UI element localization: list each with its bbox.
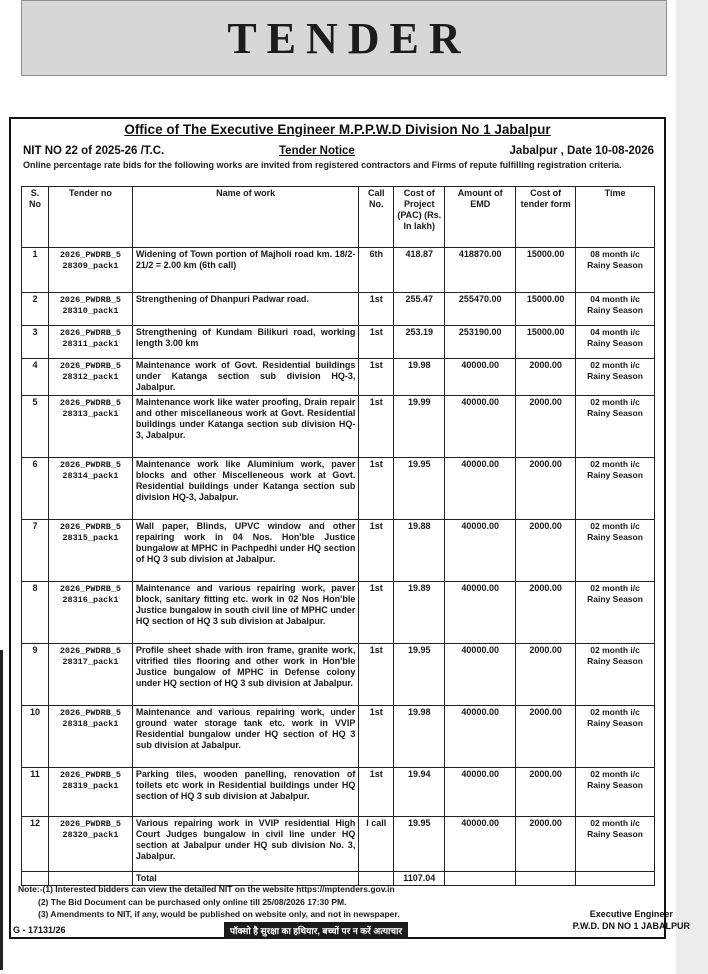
total-value: 1107.04 [394, 872, 445, 886]
row-tender-no: 2026_PWDRB_5 28312_pack1 [48, 359, 132, 396]
tender-notice-label: Tender Notice [279, 145, 355, 157]
office-title: Office of The Executive Engineer M.P.P.W.D Division No 1 Jabalpur [124, 122, 551, 137]
row-call-no: 1st [359, 768, 394, 817]
row-cost: 19.99 [394, 396, 445, 458]
nit-row [23, 145, 654, 161]
table-row [22, 817, 655, 872]
row-name-of-work: Maintenance and various repairing work, paver block, sanitary fitting etc. work in 02 Nos Hon'ble Justice bungalow in south civil line of MPHC under HQ section of HQ 3 sub division at Jabalpur. [132, 582, 358, 644]
row-emd: 418870.00 [445, 248, 516, 293]
row-tender-form-cost: 2000.00 [516, 706, 576, 768]
row-name-of-work: Various repairing work in VVIP residential High Court Judges bungalow in civil line under HQ section at Jabalpur under HQ sub division No. 3, Jabalpur. [132, 817, 358, 872]
row-call-no: 1st [359, 706, 394, 768]
row-name-of-work: Maintenance work like Aluminium work, paver blocks and other Miscelleneous work at Govt. Residential buildings under Katanga section sub division HQ-3, Jabalpur. [132, 458, 358, 520]
row-tender-no: 2026_PWDRB_5 28317_pack1 [48, 644, 132, 706]
note-3: (3) Amendments to NIT, if any, would be published on website only, and not in newspaper. [38, 909, 400, 919]
table-row [22, 248, 655, 293]
nit-number: NIT NO 22 of 2025-26 /T.C. [23, 145, 165, 157]
table-row [22, 520, 655, 582]
row-cost: 253.19 [394, 326, 445, 359]
slogan-banner: पॉक्सो है सुरक्षा का हथियार, बच्चों पर न करें अत्याचार [224, 922, 408, 939]
row-time: 02 month i/c Rainy Season [576, 458, 655, 520]
row-cost: 19.94 [394, 768, 445, 817]
row-cost: 19.88 [394, 520, 445, 582]
row-cost: 19.98 [394, 359, 445, 396]
row-emd: 40000.00 [445, 768, 516, 817]
table-row [22, 582, 655, 644]
row-time: 02 month i/c Rainy Season [576, 396, 655, 458]
row-sno: 3 [22, 326, 49, 359]
row-call-no: 1st [359, 582, 394, 644]
notes-section [18, 883, 400, 921]
row-tender-no: 2026_PWDRB_5 28320_pack1 [48, 817, 132, 872]
row-name-of-work: Strengthening of Dhanpuri Padwar road. [132, 293, 358, 326]
row-emd: 255470.00 [445, 293, 516, 326]
table-row [22, 458, 655, 520]
col-header-sno: S. No [22, 187, 49, 248]
row-time: 04 month i/c Rainy Season [576, 326, 655, 359]
row-sno: 6 [22, 458, 49, 520]
row-sno: 10 [22, 706, 49, 768]
row-call-no: 1st [359, 644, 394, 706]
row-tender-form-cost: 2000.00 [516, 396, 576, 458]
row-time: 04 month i/c Rainy Season [576, 293, 655, 326]
row-cost: 19.98 [394, 706, 445, 768]
intro-text: Online percentage rate bids for the following works are invited from registered contractors and Firms of repute fulfilling registration criteria. [23, 160, 622, 170]
page-left-edge [0, 650, 3, 970]
row-tender-no: 2026_PWDRB_5 28316_pack1 [48, 582, 132, 644]
row-call-no: 1st [359, 326, 394, 359]
row-tender-form-cost: 2000.00 [516, 520, 576, 582]
row-name-of-work: Strengthening of Kundam Bilikuri road, working length 3.00 km [132, 326, 358, 359]
row-cost: 19.95 [394, 817, 445, 872]
place-date: Jabalpur , Date 10-08-2026 [509, 145, 654, 157]
row-call-no: 1st [359, 458, 394, 520]
row-time: 02 month i/c Rainy Season [576, 582, 655, 644]
row-tender-form-cost: 15000.00 [516, 293, 576, 326]
row-tender-form-cost: 15000.00 [516, 326, 576, 359]
row-tender-form-cost: 2000.00 [516, 768, 576, 817]
col-header-time: Time [576, 187, 655, 248]
signatory-office: P.W.D. DN NO 1 JABALPUR [572, 921, 690, 931]
col-header-emd: Amount of EMD [445, 187, 516, 248]
table-row [22, 644, 655, 706]
row-call-no: 1st [359, 520, 394, 582]
col-header-name-of-work: Name of work [132, 187, 358, 248]
row-sno: 11 [22, 768, 49, 817]
col-header-cost-of-project: Cost of Project (PAC) (Rs. In lakh) [394, 187, 445, 248]
note-1: Note:-(1) Interested bidders can view the detailed NIT on the website https://mptenders.gov.in [18, 884, 395, 894]
table-row [22, 706, 655, 768]
row-emd: 40000.00 [445, 706, 516, 768]
row-cost: 19.95 [394, 644, 445, 706]
signatory-title: Executive Engineer [589, 909, 673, 919]
row-call-no: 6th [359, 248, 394, 293]
tender-table [21, 186, 655, 886]
row-name-of-work: Maintenance work like water proofing, Drain repair and other miscellaneous work at Govt. Residential buildings under Katanga section sub division HQ-3, Jabalpur. [132, 396, 358, 458]
row-emd: 40000.00 [445, 458, 516, 520]
row-tender-form-cost: 15000.00 [516, 248, 576, 293]
table-row [22, 326, 655, 359]
row-tender-no: 2026_PWDRB_5 28315_pack1 [48, 520, 132, 582]
row-sno: 8 [22, 582, 49, 644]
tender-heading: TENDER [227, 13, 471, 63]
row-tender-no: 2026_PWDRB_5 28309_pack1 [48, 248, 132, 293]
row-emd: 40000.00 [445, 644, 516, 706]
row-sno: 4 [22, 359, 49, 396]
row-cost: 19.89 [394, 582, 445, 644]
row-emd: 253190.00 [445, 326, 516, 359]
row-sno: 12 [22, 817, 49, 872]
row-name-of-work: Maintenance and various repairing work, under ground water storage tank etc. work in VVIP Residential bungalow under HQ section of HQ 3 sub division at Jabalpur. [132, 706, 358, 768]
row-name-of-work: Parking tiles, wooden panelling, renovation of toilets etc work in Residential buildings under HQ section of HQ 3 sub division at Jabalpur. [132, 768, 358, 817]
row-call-no: I call [359, 817, 394, 872]
row-time: 08 month i/c Rainy Season [576, 248, 655, 293]
row-time: 02 month i/c Rainy Season [576, 644, 655, 706]
row-tender-form-cost: 2000.00 [516, 359, 576, 396]
tender-notice-box [9, 117, 666, 939]
row-call-no: 1st [359, 293, 394, 326]
row-call-no: 1st [359, 396, 394, 458]
signatory-block [573, 908, 690, 932]
row-sno: 9 [22, 644, 49, 706]
row-cost: 19.95 [394, 458, 445, 520]
note-2: (2) The Bid Document can be purchased only online till 25/08/2026 17:30 PM. [38, 896, 347, 907]
row-tender-no: 2026_PWDRB_5 28311_pack1 [48, 326, 132, 359]
row-time: 02 month i/c Rainy Season [576, 817, 655, 872]
row-time: 02 month i/c Rainy Season [576, 706, 655, 768]
row-emd: 40000.00 [445, 359, 516, 396]
row-cost: 418.87 [394, 248, 445, 293]
row-sno: 7 [22, 520, 49, 582]
col-header-call-no: Call No. [359, 187, 394, 248]
row-emd: 40000.00 [445, 582, 516, 644]
row-tender-form-cost: 2000.00 [516, 458, 576, 520]
row-tender-no: 2026_PWDRB_5 28319_pack1 [48, 768, 132, 817]
row-time: 02 month i/c Rainy Season [576, 359, 655, 396]
row-cost: 255.47 [394, 293, 445, 326]
table-row [22, 359, 655, 396]
total-label: Total [132, 872, 358, 886]
row-tender-no: 2026_PWDRB_5 28314_pack1 [48, 458, 132, 520]
col-header-tender-no: Tender no [48, 187, 132, 248]
table-row [22, 768, 655, 817]
row-tender-no: 2026_PWDRB_5 28313_pack1 [48, 396, 132, 458]
row-time: 02 month i/c Rainy Season [576, 520, 655, 582]
row-tender-no: 2026_PWDRB_5 28310_pack1 [48, 293, 132, 326]
page-right-margin [676, 0, 708, 974]
row-sno: 2 [22, 293, 49, 326]
table-header-row [22, 187, 655, 248]
row-tender-form-cost: 2000.00 [516, 817, 576, 872]
row-sno: 5 [22, 396, 49, 458]
row-tender-form-cost: 2000.00 [516, 582, 576, 644]
row-name-of-work: Wall paper, Blinds, UPVC window and other repairing work in 04 Nos. Hon'ble Justice bungalow at MPHC in Pachpedhi under HQ section of HQ 3 sub division at Jabalpur. [132, 520, 358, 582]
row-name-of-work: Maintenance work of Govt. Residential buildings under Katanga section sub division HQ-3, Jabalpur. [132, 359, 358, 396]
row-tender-form-cost: 2000.00 [516, 644, 576, 706]
g-number: G - 17131/26 [13, 925, 66, 935]
col-header-tender-form-cost: Cost of tender form [516, 187, 576, 248]
row-tender-no: 2026_PWDRB_5 28318_pack1 [48, 706, 132, 768]
row-call-no: 1st [359, 359, 394, 396]
table-row [22, 396, 655, 458]
row-name-of-work: Widening of Town portion of Majholi road km. 18/2-21/2 = 2.00 km (6th call) [132, 248, 358, 293]
row-sno: 1 [22, 248, 49, 293]
table-row [22, 293, 655, 326]
row-emd: 40000.00 [445, 396, 516, 458]
row-name-of-work: Profile sheet shade with iron frame, granite work, vitrified tiles flooring and other work in Hon'ble Justice bungalow of MPHC in Defense colony under HQ section of HQ 3 sub division at Jabalpur. [132, 644, 358, 706]
row-emd: 40000.00 [445, 520, 516, 582]
row-emd: 40000.00 [445, 817, 516, 872]
tender-header-banner [21, 0, 667, 76]
row-time: 02 month i/c Rainy Season [576, 768, 655, 817]
